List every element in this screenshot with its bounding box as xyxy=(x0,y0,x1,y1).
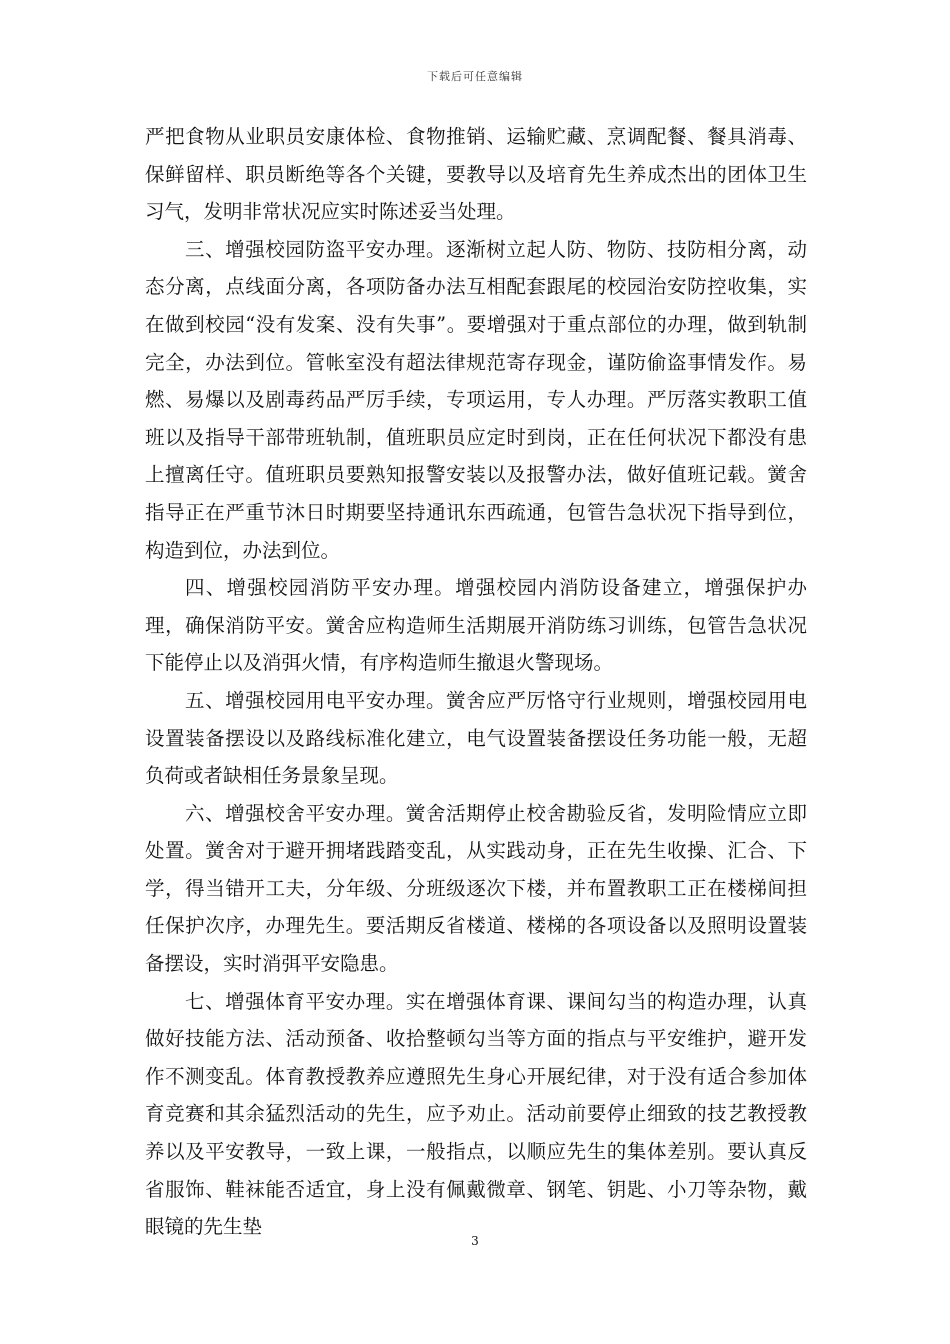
paragraph-continuation: 严把食物从业职员安康体检、食物推销、运输贮藏、烹调配餐、餐具消毒、保鲜留样、职员断绝等各个关键，要教导以及培育先生养成杰出的团体卫生习气，发明非常状况应实时陈述妥当处理。 xyxy=(145,125,807,224)
document-body xyxy=(145,118,807,1246)
page-number: 3 xyxy=(471,1234,479,1248)
paragraph-section-3: 三、增强校园防盗平安办理。逐渐树立起人防、物防、技防相分离，动态分离，点线面分离，各项防备办法互相配套跟尾的校园治安防控收集，实在做到校园“没有发案、没有失事”。要增强对于重点部位的办理，做到轨制完全，办法到位。管帐室没有超法律规范寄存现金，谨防偷盗事情发作。易燃、易爆以及剧毒药品严厉手续，专项运用，专人办理。严厉落实教职工值班以及指导干部带班轨制，值班职员应定时到岗，正在任何状况下都没有患上擅离任守。值班职员要熟知报警安装以及报警办法，做好值班记载。黉舍指导正在严重节沐日时期要坚持通讯东西疏通，包管告急状况下指导到位，构造到位，办法到位。 xyxy=(145,237,807,562)
paragraph-section-7: 七、增强体育平安办理。实在增强体育课、课间勾当的构造办理，认真做好技能方法、活动预备、收拾整顿勾当等方面的指点与平安维护，避开发作不测变乱。体育教授教养应遵照先生身心开展纪律，对于没有适合参加体育竞赛和其余猛烈活动的先生，应予劝止。活动前要停止细致的技艺教授教养以及平安教导，一致上课，一般指点，以顺应先生的集体差别。要认真反省服饰、鞋袜能否适宜，身上没有佩戴微章、钢笔、钥匙、小刀等杂物，戴眼镜的先生垫 xyxy=(145,989,807,1239)
page-header: 下载后可任意编辑 xyxy=(427,70,523,83)
paragraph-section-4: 四、增强校园消防平安办理。增强校园内消防设备建立，增强保护办理，确保消防平安。黉舍应构造师生活期展开消防练习训练，包管告急状况下能停止以及消弭火情，有序构造师生撤退火警现场。 xyxy=(145,576,807,675)
paragraph-section-5: 五、增强校园用电平安办理。黉舍应严厉恪守行业规则，增强校园用电设置装备摆设以及路线标准化建立，电气设置装备摆设任务功能一般，无超负荷或者缺相任务景象呈现。 xyxy=(145,688,807,788)
paragraph-section-6: 六、增强校舍平安办理。黉舍活期停止校舍勘验反省，发明险情应立即处置。黉舍对于避开拥堵践踏变乱，从实践动身，正在先生收操、汇合、下学，得当错开工夫，分年级、分班级逐次下楼，并布置教职工正在楼梯间担任保护次序，办理先生。要活期反省楼道、楼梯的各项设备以及照明设置装备摆设，实时消弭平安隐患。 xyxy=(145,801,807,976)
